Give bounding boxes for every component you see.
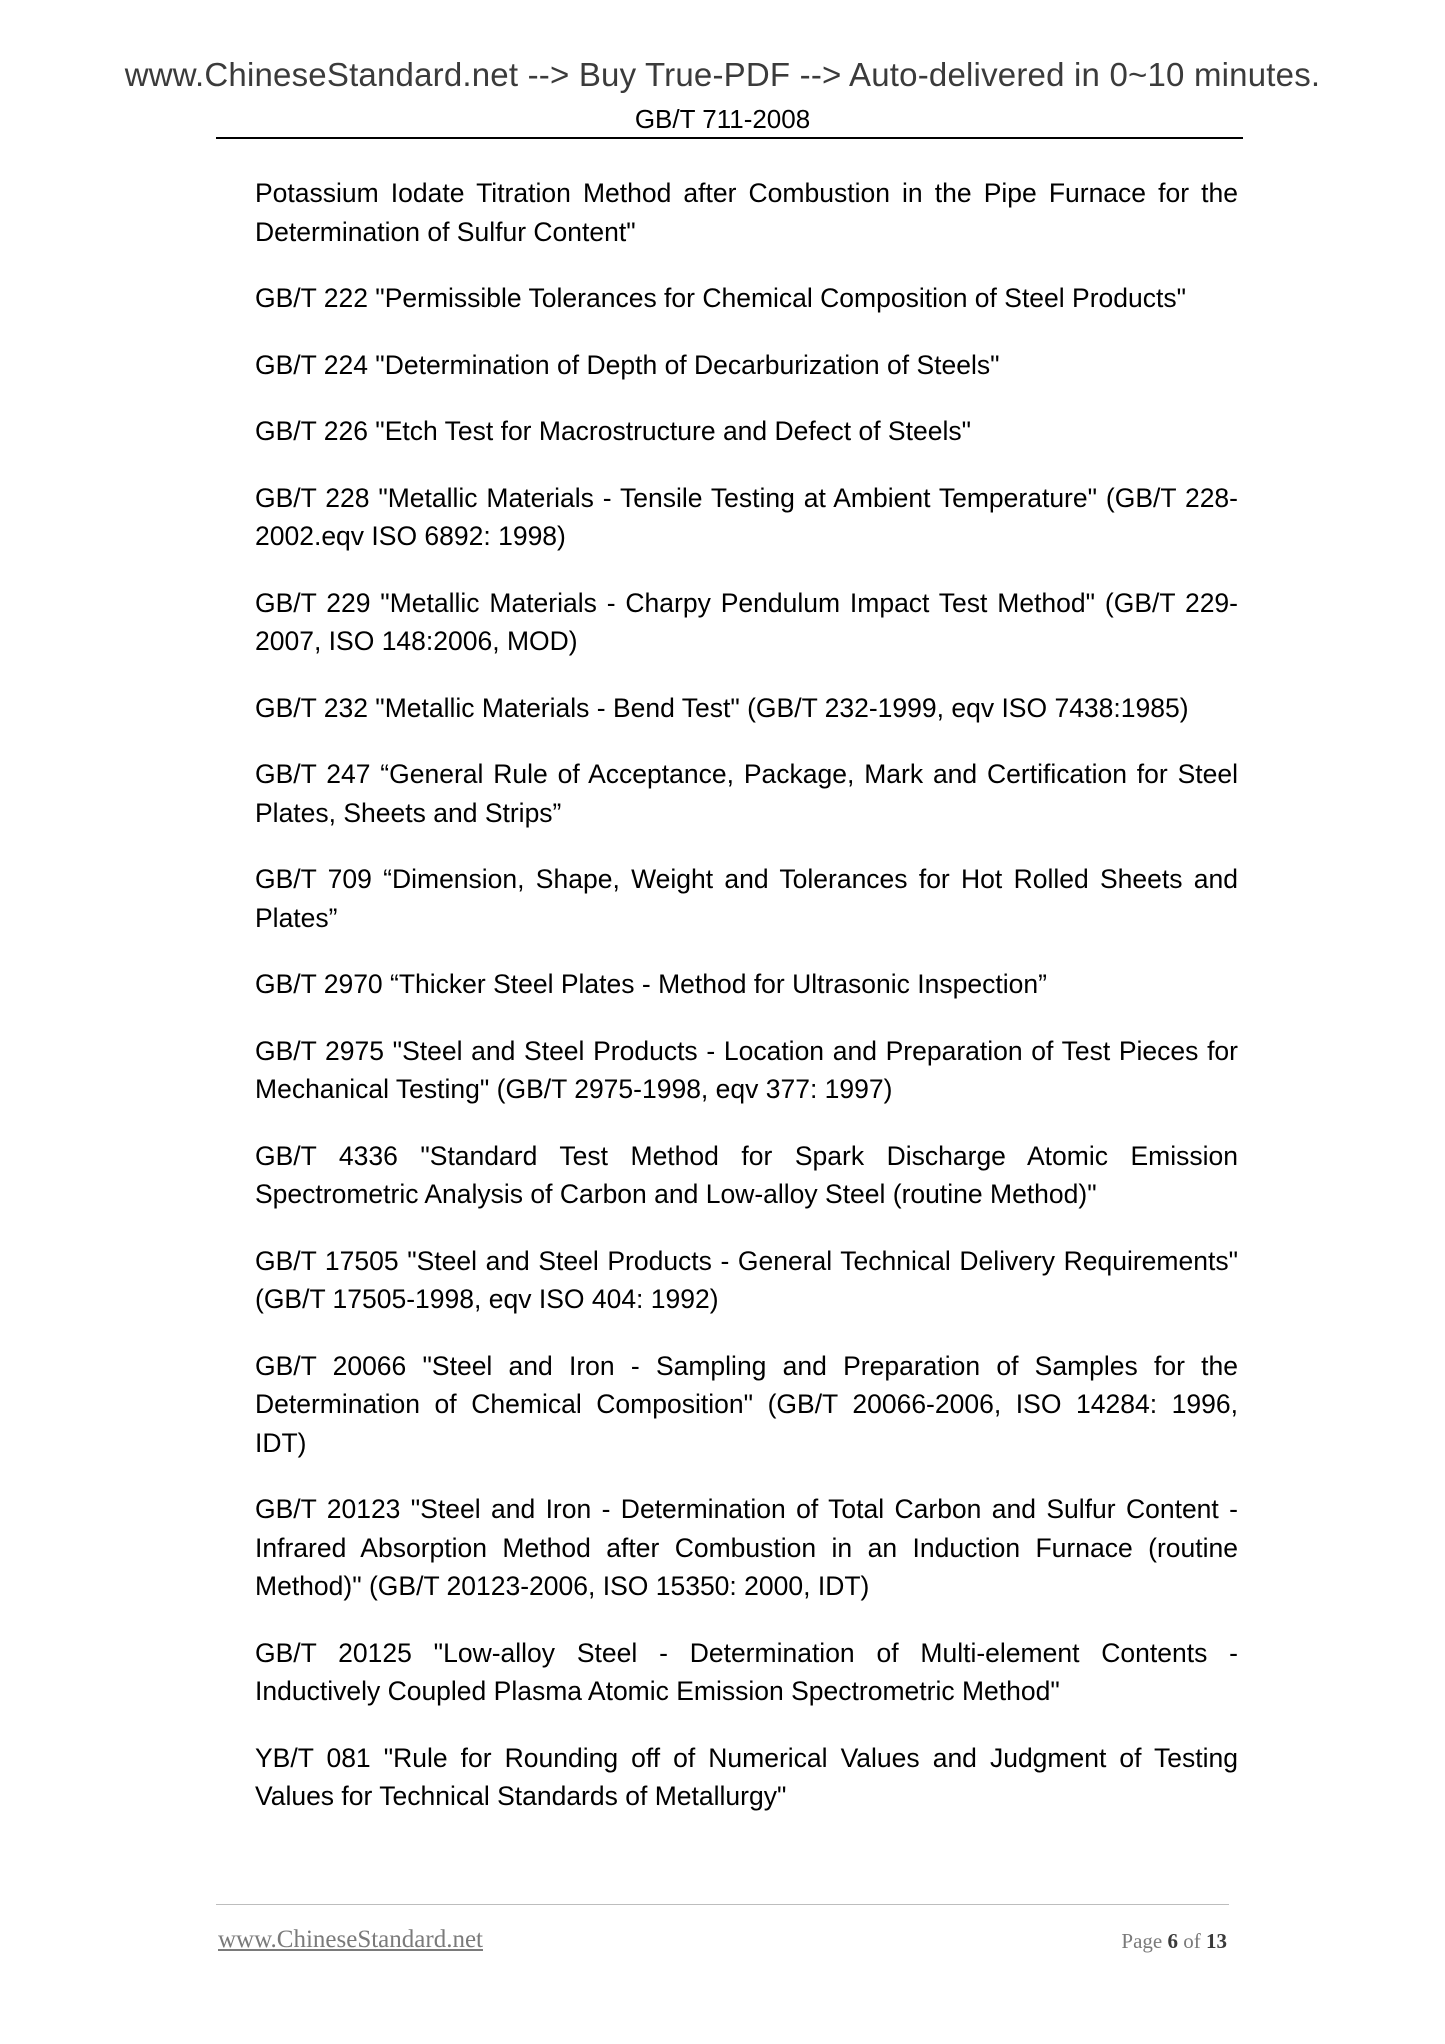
reference-item: GB/T 2970 “Thicker Steel Plates - Method for Ultrasonic Inspection” [255, 969, 1047, 999]
reference-item: GB/T 229 "Metallic Materials - Charpy Pendulum Impact Test Method" (GB/T 229-2007, ISO 148:2006, MOD) [255, 587, 1238, 656]
page-indicator [1121, 1929, 1227, 1954]
header-divider [216, 137, 1243, 139]
footer-site-link[interactable]: www.ChineseStandard.net [218, 1926, 483, 1953]
reference-item: GB/T 4336 "Standard Test Method for Spark Discharge Atomic Emission Spectrometric Analysis of Carbon and Low-alloy Steel (routine Method)" [255, 1140, 1238, 1209]
page-total: 13 [1206, 1929, 1227, 1953]
reference-item: GB/T 20125 "Low-alloy Steel - Determination of Multi-element Contents - Inductively Coupled Plasma Atomic Emission Spectrometric Method" [255, 1637, 1238, 1706]
reference-item: GB/T 20066 "Steel and Iron - Sampling and Preparation of Samples for the Determination of Chemical Composition" (GB/T 20066-2006, ISO 14284: 1996, IDT) [255, 1350, 1238, 1458]
reference-item: GB/T 228 "Metallic Materials - Tensile Testing at Ambient Temperature" (GB/T 228-2002.eqv ISO 6892: 1998) [255, 482, 1238, 551]
reference-item: GB/T 232 "Metallic Materials - Bend Test" (GB/T 232-1999, eqv ISO 7438:1985) [255, 692, 1189, 723]
page-current: 6 [1167, 1929, 1178, 1953]
reference-item: GB/T 222 "Permissible Tolerances for Chemical Composition of Steel Products" [255, 283, 1187, 313]
reference-item: GB/T 20123 "Steel and Iron - Determination of Total Carbon and Sulfur Content - Infrared Absorption Method after Combustion in an Induction Furnace (routine Method)" (GB/T 20123-2006, ISO 15350: 2000, IDT) [255, 1494, 1238, 1601]
reference-item: GB/T 247 “General Rule of Acceptance, Package, Mark and Certification for Steel Plates, Sheets and Strips” [255, 759, 1238, 828]
reference-item: GB/T 226 "Etch Test for Macrostructure and Defect of Steels" [255, 416, 971, 446]
reference-item: Potassium Iodate Titration Method after Combustion in the Pipe Furnace for the Determination of Sulfur Content" [255, 178, 1238, 247]
reference-item: GB/T 17505 "Steel and Steel Products - General Technical Delivery Requirements" (GB/T 17505-1998, eqv ISO 404: 1992) [255, 1245, 1238, 1314]
reference-item: GB/T 709 “Dimension, Shape, Weight and Tolerances for Hot Rolled Sheets and Plates” [255, 864, 1238, 933]
normative-references-list [255, 174, 1238, 1844]
page-of: of [1183, 1929, 1201, 1953]
site-banner[interactable]: www.ChineseStandard.net --> Buy True-PDF --> Auto-delivered in 0~10 minutes. [124, 56, 1321, 93]
footer-divider [216, 1904, 1229, 1905]
page-prefix: Page [1121, 1929, 1163, 1953]
reference-item: GB/T 2975 "Steel and Steel Products - Location and Preparation of Test Pieces for Mechanical Testing" (GB/T 2975-1998, eqv 377: 1997) [255, 1035, 1238, 1104]
reference-item: GB/T 224 "Determination of Depth of Decarburization of Steels" [255, 349, 1000, 380]
standard-code: GB/T 711-2008 [634, 104, 811, 134]
reference-item: YB/T 081 "Rule for Rounding off of Numerical Values and Judgment of Testing Values for Technical Standards of Metallurgy" [255, 1742, 1238, 1811]
